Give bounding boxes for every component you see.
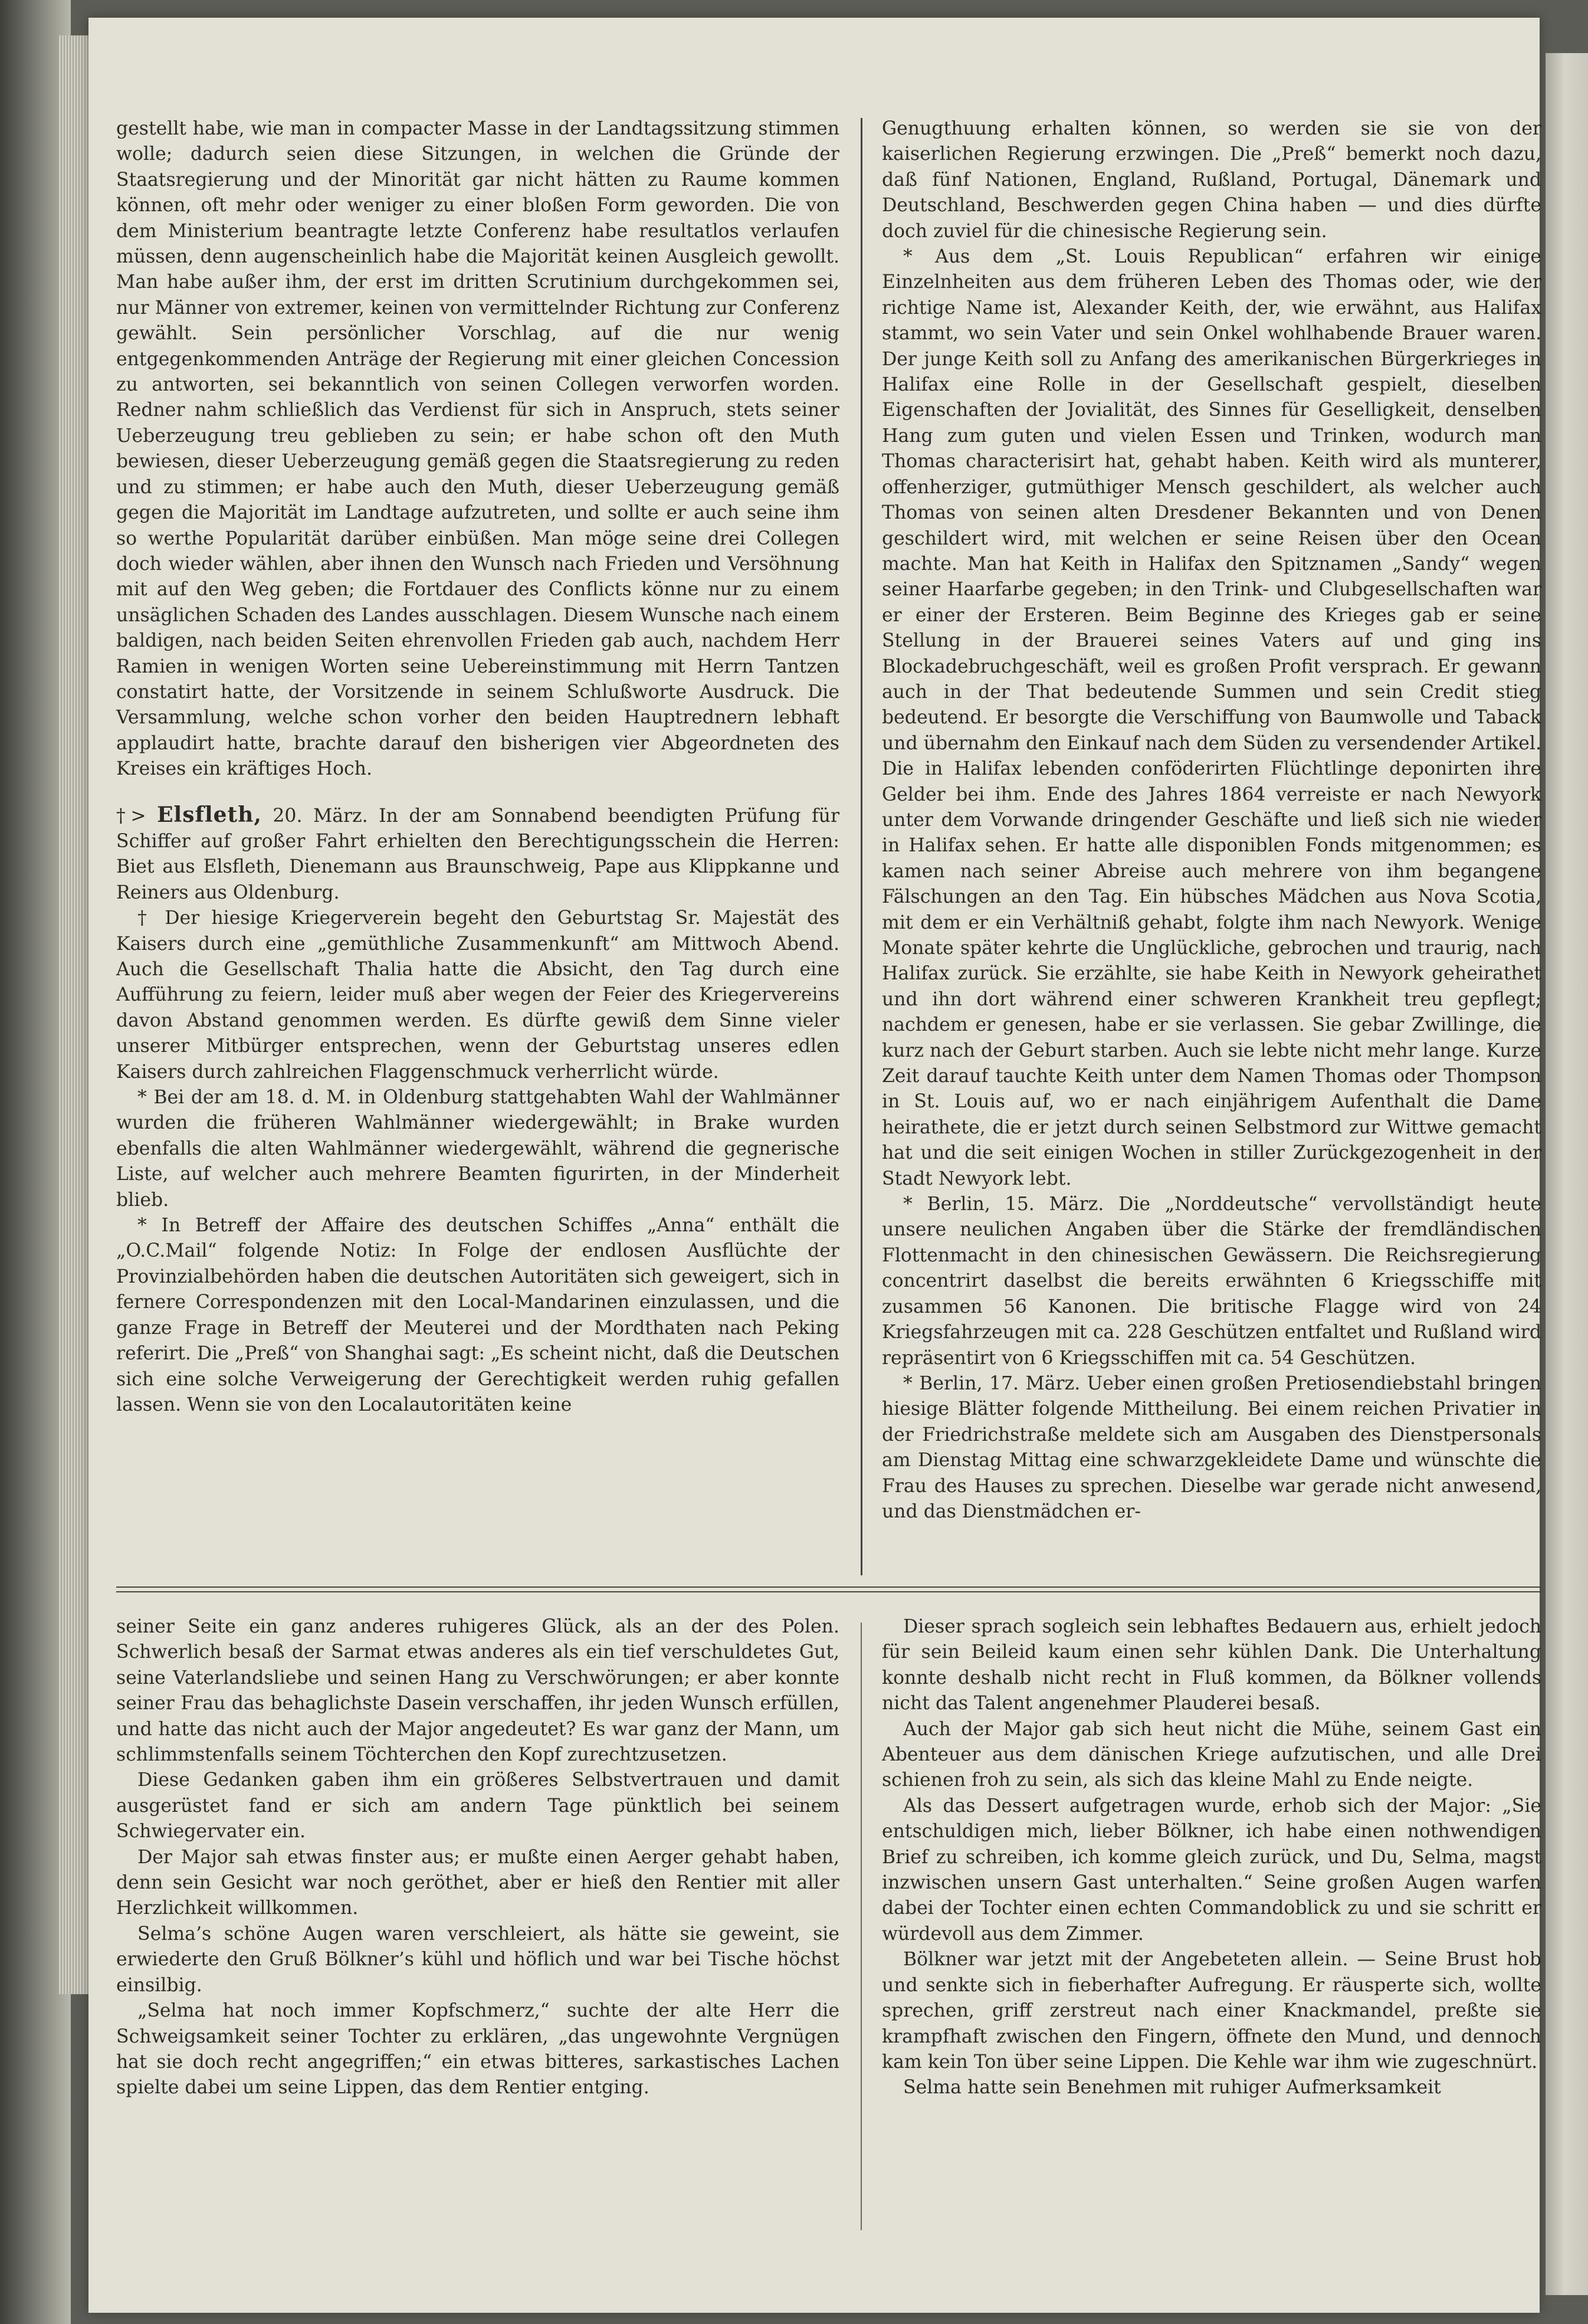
feuilleton-left-p1: seiner Seite ein ganz anderes ruhigeres Glück, als an der des Polen. Schwerlich besaß der Sarmat etwas anderes als ein tief verschuldetes Gut, seine Vaterlandsliebe und seinen Hang zu Verschwörungen; er aber konnte seiner Frau das behaglichste Dasein verschaffen, ihr jeden Wunsch erfüllen, und hatte das nicht auch der Major angedeutet? Es war ganz der Mann, um schlimmstenfalls seinem Töchterchen den Kopf zurechtzusetzen. [116, 1616, 839, 1766]
feuilleton-right-p4: Bölkner war jetzt mit der Angebeteten allein. — Seine Brust hob und senkte sich in fieberhafter Aufregung. Er räusperte sich, wollte sprechen, griff zerstreut nach einer Knackmandel, preßte sie krampfhaft zwischen den Fingern, öffnete den Mund, und dennoch kam kein Ton über seine Lippen. Die Kehle war ihm wie zugeschnürt. [882, 1949, 1541, 2073]
feuilleton-column-rule [861, 1622, 862, 2230]
left-article-conference: gestellt habe, wie man in compacter Masse in der Landtagssitzung stimmen wolle; dadurch seien diese Sitzungen, in welchen die Gründe der Staatsregierung und der Minorität gar nicht hätten zu Raume kommen können, oft mehr oder weniger zu einer bloßen Form geworden. Die von dem Ministerium beantragte letzte Conferenz habe resultatlos verlaufen müssen, denn augenscheinlich habe die Majorität keinen Ausgleich gewollt. Man habe außer ihm, der erst im dritten Scrutinium durchgekommen sei, nur Männer von extremer, keinen von vermittelnder Richtung zur Conferenz gewählt. Sein persönlicher Vorschlag, auf die nur wenig entgegenkommenden Anträge der Regierung mit einer gleichen Concession zu antworten, sei bekanntlich von seinen Collegen verworfen worden. Redner nahm schließlich das Verdienst für sich in Anspruch, stets seiner Ueberzeugung treu geblieben zu sein; er habe schon oft den Muth bewiesen, dieser Ueberzeugung gemäß gegen die Staatsregierung zu reden und zu stimmen; er habe auch den Muth, dieser Ueberzeugung gemäß gegen die Majorität im Landtage aufzutreten, und sollte er auch seine ihm so werthe Popularität darüber einbüßen. Man möge seine drei Collegen doch wieder wählen, aber ihnen den Wunsch nach Frieden und Versöhnung mit auf den Weg geben; die Fortdauer des Conflicts könne nur zu einem unsäglichen Schaden des Landes ausschlagen. Diesem Wunsche nach einem baldigen, nach beiden Seiten ehrenvollen Frieden gab auch, nachdem Herr Ramien in wenigen Worten seine Uebereinstimmung mit Herrn Tantzen constatirt hatte, der Vorsitzende in seinem Schlußworte Ausdruck. Die Versammlung, welche schon vorher den beiden Hauptrednern lebhaft applaudirt hatte, brachte darauf den bisherigen vier Abgeordneten des Kreises ein kräftiges Hoch. [116, 118, 839, 780]
right-column [882, 116, 1541, 1525]
dateline-text: 20. März. In der am Sonnabend beendigten Prüfung für Schiffer auf großer Fahrt erhielten den Berechtigungsschein die Herren: Biet aus Elsfleth, Dienemann aus Braunschweig, Pape aus Klippkanne und Reiners aus Oldenburg. [116, 805, 840, 903]
feuilleton-left-p4: Selma’s schöne Augen waren verschleiert, als hätte sie geweint, sie erwiederte den Gruß Bölkner’s kühl und höflich und war bei Tische höchst einsilbig. [116, 1923, 839, 1996]
feuilleton-left-p3: Der Major sah etwas finster aus; er mußte einen Aerger gehabt haben, denn sein Gesicht war noch geröthet, aber er hieß den Rentier mit aller Herzlichkeit willkommen. [116, 1846, 839, 1919]
feuilleton-left-p5: „Selma hat noch immer Kopfschmerz,“ suchte der alte Herr die Schweigsamkeit seiner Tochter zu erklären, „das ungewohnte Vergnügen hat sie doch recht angegriffen;“ ein etwas bitteres, sarkastisches Lachen spielte dabei um seine Lippen, das dem Rentier entging. [116, 2000, 839, 2099]
feuilleton-right-p2: Auch der Major gab sich heut nicht die Mühe, seinem Gast ein Abenteuer aus dem dänischen Kriege aufzutischen, und alle Drei schienen froh zu sein, als sich das kleine Mahl zu Ende neigte. [882, 1718, 1541, 1791]
left-article-wahlmaenner: * Bei der am 18. d. M. in Oldenburg stattgehabten Wahl der Wahlmänner wurden die früheren Wahlmänner wiedergewählt; in Brake wurden ebenfalls die alten Wahlmänner wiedergewählt, während die gegnerische Liste, auf welcher auch mehrere Beamten figurirten, in der Minderheit blieb. [116, 1087, 839, 1211]
dateline-mark: †> [116, 805, 146, 827]
feuilleton-left-p2: Diese Gedanken gaben ihm ein größeres Selbstvertrauen und damit ausgerüstet fand er sich am andern Tage pünktlich bei seinem Schwiegervater ein. [116, 1769, 839, 1843]
right-article-genugthuung: Genugthuung erhalten können, so werden sie sie von der kaiserlichen Regierung erzwingen. Die „Preß“ bemerkt noch dazu, daß fünf Nationen, England, Rußland, Portugal, Dänemark und Deutschland, Beschwerden gegen China haben — und dies dürfte doch zuviel für die chinesische Regierung sein. [882, 118, 1541, 242]
feuilleton-right-p3: Als das Dessert aufgetragen wurde, erhob sich der Major: „Sie entschuldigen mich, lieber Bölkner, ich habe einen nothwendigen Brief zu schreiben, ich komme gleich zurück, und Du, Selma, magst inzwischen unsern Gast unterhalten.“ Seine großen Augen warfen dabei der Tochter einen echten Commandoblick zu und sie schritt er würdevoll aus dem Zimmer. [882, 1795, 1541, 1945]
left-column [116, 116, 839, 1418]
right-article-berlin-diebstahl: * Berlin, 17. März. Ueber einen großen Pretiosendiebstahl bringen hiesige Blätter folgende Mittheilung. Bei einem reichen Privatier in der Friedrichstraße meldete sich am Ausgaben des Dienstpersonals am Dienstag Mittag eine schwarzgekleidete Dame und wünschte die Frau des Hauses zu sprechen. Dieselbe war gerade nicht anwesend, und das Dienstmädchen er- [882, 1372, 1541, 1522]
feuilleton-right-column [882, 1614, 1541, 2101]
feuilleton-left-column [116, 1614, 839, 2101]
right-article-keith: * Aus dem „St. Louis Republican“ erfahren wir einige Einzelnheiten aus dem früheren Leben des Thomas oder, wie der richtige Name ist, Alexander Keith, der, wie erwähnt, aus Halifax stammt, wo sein Vater und sein Onkel wohlhabende Brauer waren. Der junge Keith soll zu Anfang des amerikanischen Bürgerkrieges in Halifax eine Rolle in der Gesellschaft gespielt, dieselben Eigenschaften der Jovialität, des Sinnes für Geselligkeit, denselben Hang zum guten und vielen Essen und Trinken, wodurch man Thomas characterisirt hat, gehabt haben. Keith wird als munterer, offenherziger, gutmüthiger Mensch geschildert, als welcher auch Thomas von seinen alten Dresdener Bekannten und von Denen geschildert wird, mit welchen er seine Reisen über den Ocean machte. Man hat Keith in Halifax den Spitznamen „Sandy“ wegen seiner Haarfarbe gegeben; in den Trink- und Clubgesellschaften war er einer der Ersteren. Beim Beginne des Krieges gab er seine Stellung in der Brauerei seines Vaters auf und ging ins Blockadebruchgeschäft, weil es großen Profit versprach. Er gewann auch in der That bedeutende Summen und sein Credit stieg bedeutend. Er besorgte die Verschiffung von Baumwolle und Taback und übernahm den Einkauf nach dem Süden zu versendender Artikel. Die in Halifax lebenden conföderirten Flüchtlinge deponirten ihre Gelder bei ihm. Ende des Jahres 1864 verreiste er nach Newyork unter dem Vorwande dringender Geschäfte und ließ sich nie wieder in Halifax sehen. Er hatte alle disponiblen Fonds mitgenommen; es kamen nach seiner Abreise auch mehrere von ihm begangene Fälschungen an den Tag. Ein hübsches Mädchen aus Nova Scotia, mit dem er ein Verhältniß gehabt, folgte ihm nach Newyork. Wenige Monate später kehrte die Unglückliche, gebrochen und traurig, nach Halifax zurück. Sie erzählte, sie habe Keith in Newyork geheirathet und ihn dort während einer schweren Krankheit treu gepflegt; nachdem er genesen, habe er sie verlassen. Sie gebar Zwillinge, die kurz nach der Geburt starben. Auch sie lebte nicht mehr lange. Kurze Zeit darauf tauchte Keith unter dem Namen Thomas oder Thompson in St. Louis auf, wo er nach einjährigem Aufenthalt die Dame heirathete, die er jetzt durch seinen Selbstmord zur Wittwe gemacht hat und die seit einigen Wochen in stiller Zurückgezogenheit in der Stadt Newyork lebt. [882, 246, 1541, 1189]
left-article-schiff-anna: * In Betreff der Affaire des deutschen Schiffes „Anna“ enthält die „O.C.Mail“ folgende Notiz: In Folge der endlosen Ausflüchte der Provinzialbehörden haben die deutschen Autoritäten sich geweigert, sich in fernere Correspondenzen mit den Local-Mandarinen einzulassen, und die ganze Frage in Betreff der Meuterei und der Mordthaten nach Peking referirt. Die „Preß“ von Shanghai sagt: „Es scheint nicht, daß die Deutschen sich eine solche Verweigerung der Gerechtigkeit werden ruhig gefallen lassen. Wenn sie von den Localautoritäten keine [116, 1215, 839, 1415]
dateline-place: Elsfleth, [157, 802, 262, 827]
feuilleton-divider [116, 1587, 1541, 1592]
left-article-kriegerverein: † Der hiesige Kriegerverein begeht den Geburtstag Sr. Majestät des Kaisers durch eine „gemüthliche Zusammenkunft“ am Mittwoch Abend. Auch die Gesellschaft Thalia hatte die Absicht, den Tag durch eine Aufführung zu feiern, leider muß aber wegen der Feier des Kriegervereins davon Abstand genommen werden. Es dürfte gewiß dem Sinne vieler unserer Mitbürger entsprechen, wenn der Geburtstag unseres edlen Kaisers durch zahlreichen Flaggenschmuck verherrlicht würde. [116, 907, 839, 1083]
dateline-elsfleth [116, 802, 839, 906]
right-article-berlin-flotte: * Berlin, 15. März. Die „Norddeutsche“ vervollständigt heute unsere neulichen Angaben über die Stärke der fremdländischen Flottenmacht in den chinesischen Gewässern. Die Reichsregierung concentrirt daselbst die bereits erwähnten 6 Kriegsschiffe mit zusammen 56 Kanonen. Die britische Flagge wird von 24 Kriegsfahrzeugen mit ca. 228 Geschützen entfaltet und Rußland wird repräsentirt von 6 Kriegsschiffen mit ca. 54 Geschützen. [882, 1194, 1541, 1369]
column-rule [861, 118, 862, 1575]
adjacent-page-edge [1546, 53, 1588, 2295]
feuilleton-right-p1: Dieser sprach sogleich sein lebhaftes Bedauern aus, erhielt jedoch für sein Beileid kaum einen sehr kühlen Dank. Die Unterhaltung konnte deshalb nicht recht in Fluß kommen, da Bölkner vollends nicht das Talent angenehmer Plauderei besaß. [882, 1616, 1541, 1715]
feuilleton-right-p5: Selma hatte sein Benehmen mit ruhiger Aufmerksamkeit [903, 2077, 1441, 2099]
